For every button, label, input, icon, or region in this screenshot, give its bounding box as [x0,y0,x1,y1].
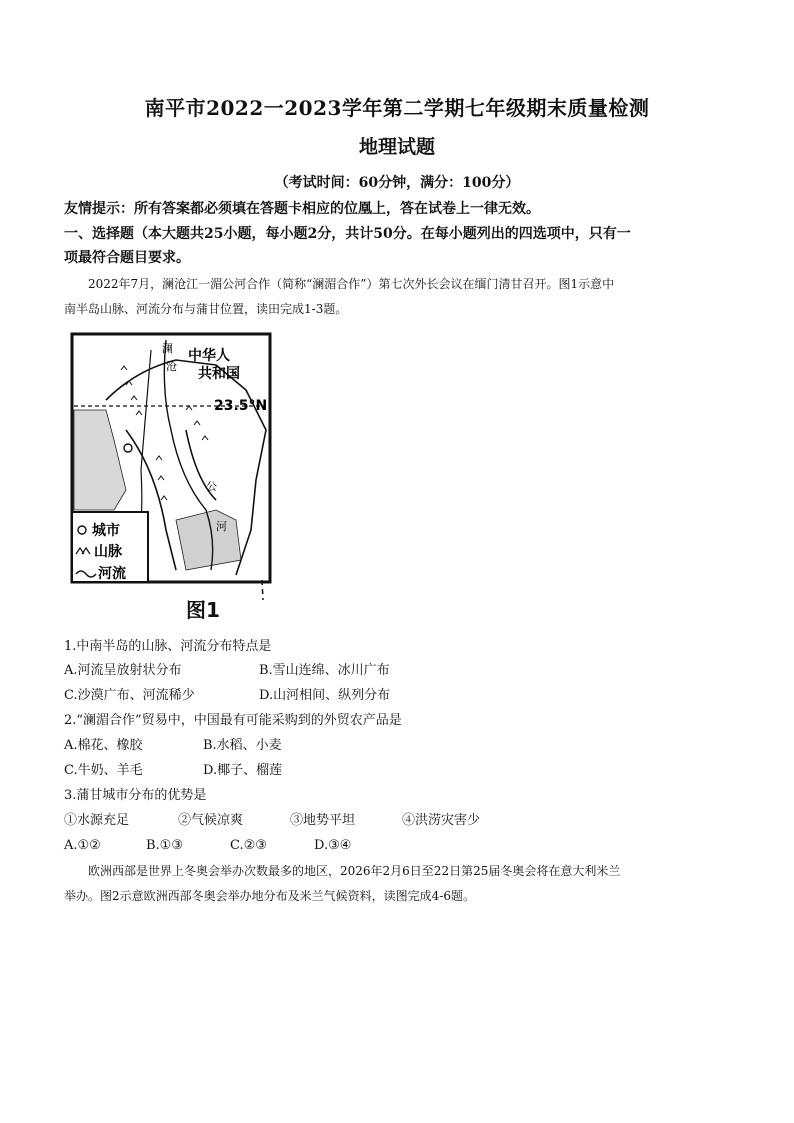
q1-option-c: C.沙漠广布、河流稀少 [64,688,195,703]
country-label-1: 中华人 [188,348,230,364]
legend-mountain: 山脉 [94,544,122,560]
river-label-2: 沧 [166,360,177,373]
country-label-2: 共和国 [198,366,240,382]
passage2-line2: 举办。图2示意欧洲西部冬奥会举办地分布及米兰气候资料，读图完成4-6题。 [64,889,475,903]
q3-option-b: B.①③ [146,838,183,853]
legend-river: 河流 [98,566,126,582]
exam-info: （考试时间：60分钟，满分：100分） [274,175,520,191]
q3-option-c: C.②③ [230,838,267,853]
q1-option-a: A.河流呈放射状分布 [64,663,182,678]
legend-city: 城市 [92,523,120,539]
q2-stem: 2.“澜湄合作”贸易中，中国最有可能采购到的外贸农产品是 [64,713,402,728]
figure1-label: 图1 [186,598,220,622]
q3-statement-4: ④洪涝灾害少 [402,813,481,828]
q1-options-row2 [64,683,390,709]
q3-option-a: A.①② [64,838,101,853]
subject-title: 地理试题 [358,136,435,158]
q3-option-d: D.③④ [314,838,352,853]
q2-options-row2 [64,758,282,784]
figure1-map [66,330,276,600]
q2-option-a: A.棉花、橡胶 [64,738,143,753]
river-label-1: 澜 [162,342,173,355]
q2-option-c: C.牛奶、羊毛 [64,763,143,778]
notice: 友情提示：所有答案都必须填在答题卡相应的位凰上，答在试卷上一律无效。 [64,201,540,217]
q2-option-b: B.水稻、小麦 [203,738,282,753]
q1-stem: 1.中南半岛的山脉、河流分布特点是 [64,639,272,654]
q3-statement-1: ①水源充足 [64,813,130,828]
q1-option-d: D.山河相间、纵列分布 [259,688,391,703]
q3-options [64,833,351,859]
legend-city-icon [78,526,86,534]
q2-option-d: D.椰子、榴莲 [203,763,283,778]
river-label-4: 河 [216,520,227,533]
q3-statement-3: ③地势平坦 [290,813,356,828]
q3-statements [64,808,480,834]
q1-option-b: B.雪山连绵、冰川广布 [259,663,390,678]
q1-options-row1 [64,658,390,684]
q3-stem: 3.蒲甘城市分布的优势是 [64,788,207,803]
section1-heading-line1: 一、选择题（本大题共25小题，每小题2分，共计50分。在每小题列出的四选项中，只有一 [64,226,631,242]
river-label-3: 公 [206,480,217,493]
section1-heading-line2: 项最符合题目要求。 [64,250,190,266]
latitude-label: 23.5°N [214,398,268,414]
exam-title: 南平市2022一2023学年第二学期七年级期末质量检测 [144,96,650,120]
passage1-line2: 南半岛山脉、河流分布与蒲甘位置，读田完成1-3题。 [64,302,348,316]
passage1-line1: 2022年7月，澜沧江一湄公河合作（简称“澜湄合作”）第七次外长会议在缅门清甘召开。图1示意中 [88,277,615,291]
city-pagan [124,444,132,452]
passage2-line1: 欧洲西部是世界上冬奥会举办次数最多的地区，2026年2月6日至22日第25届冬奥会将在意大利米兰 [88,864,621,878]
q2-options-row1 [64,733,282,759]
q3-statement-2: ②气候凉爽 [178,813,244,828]
